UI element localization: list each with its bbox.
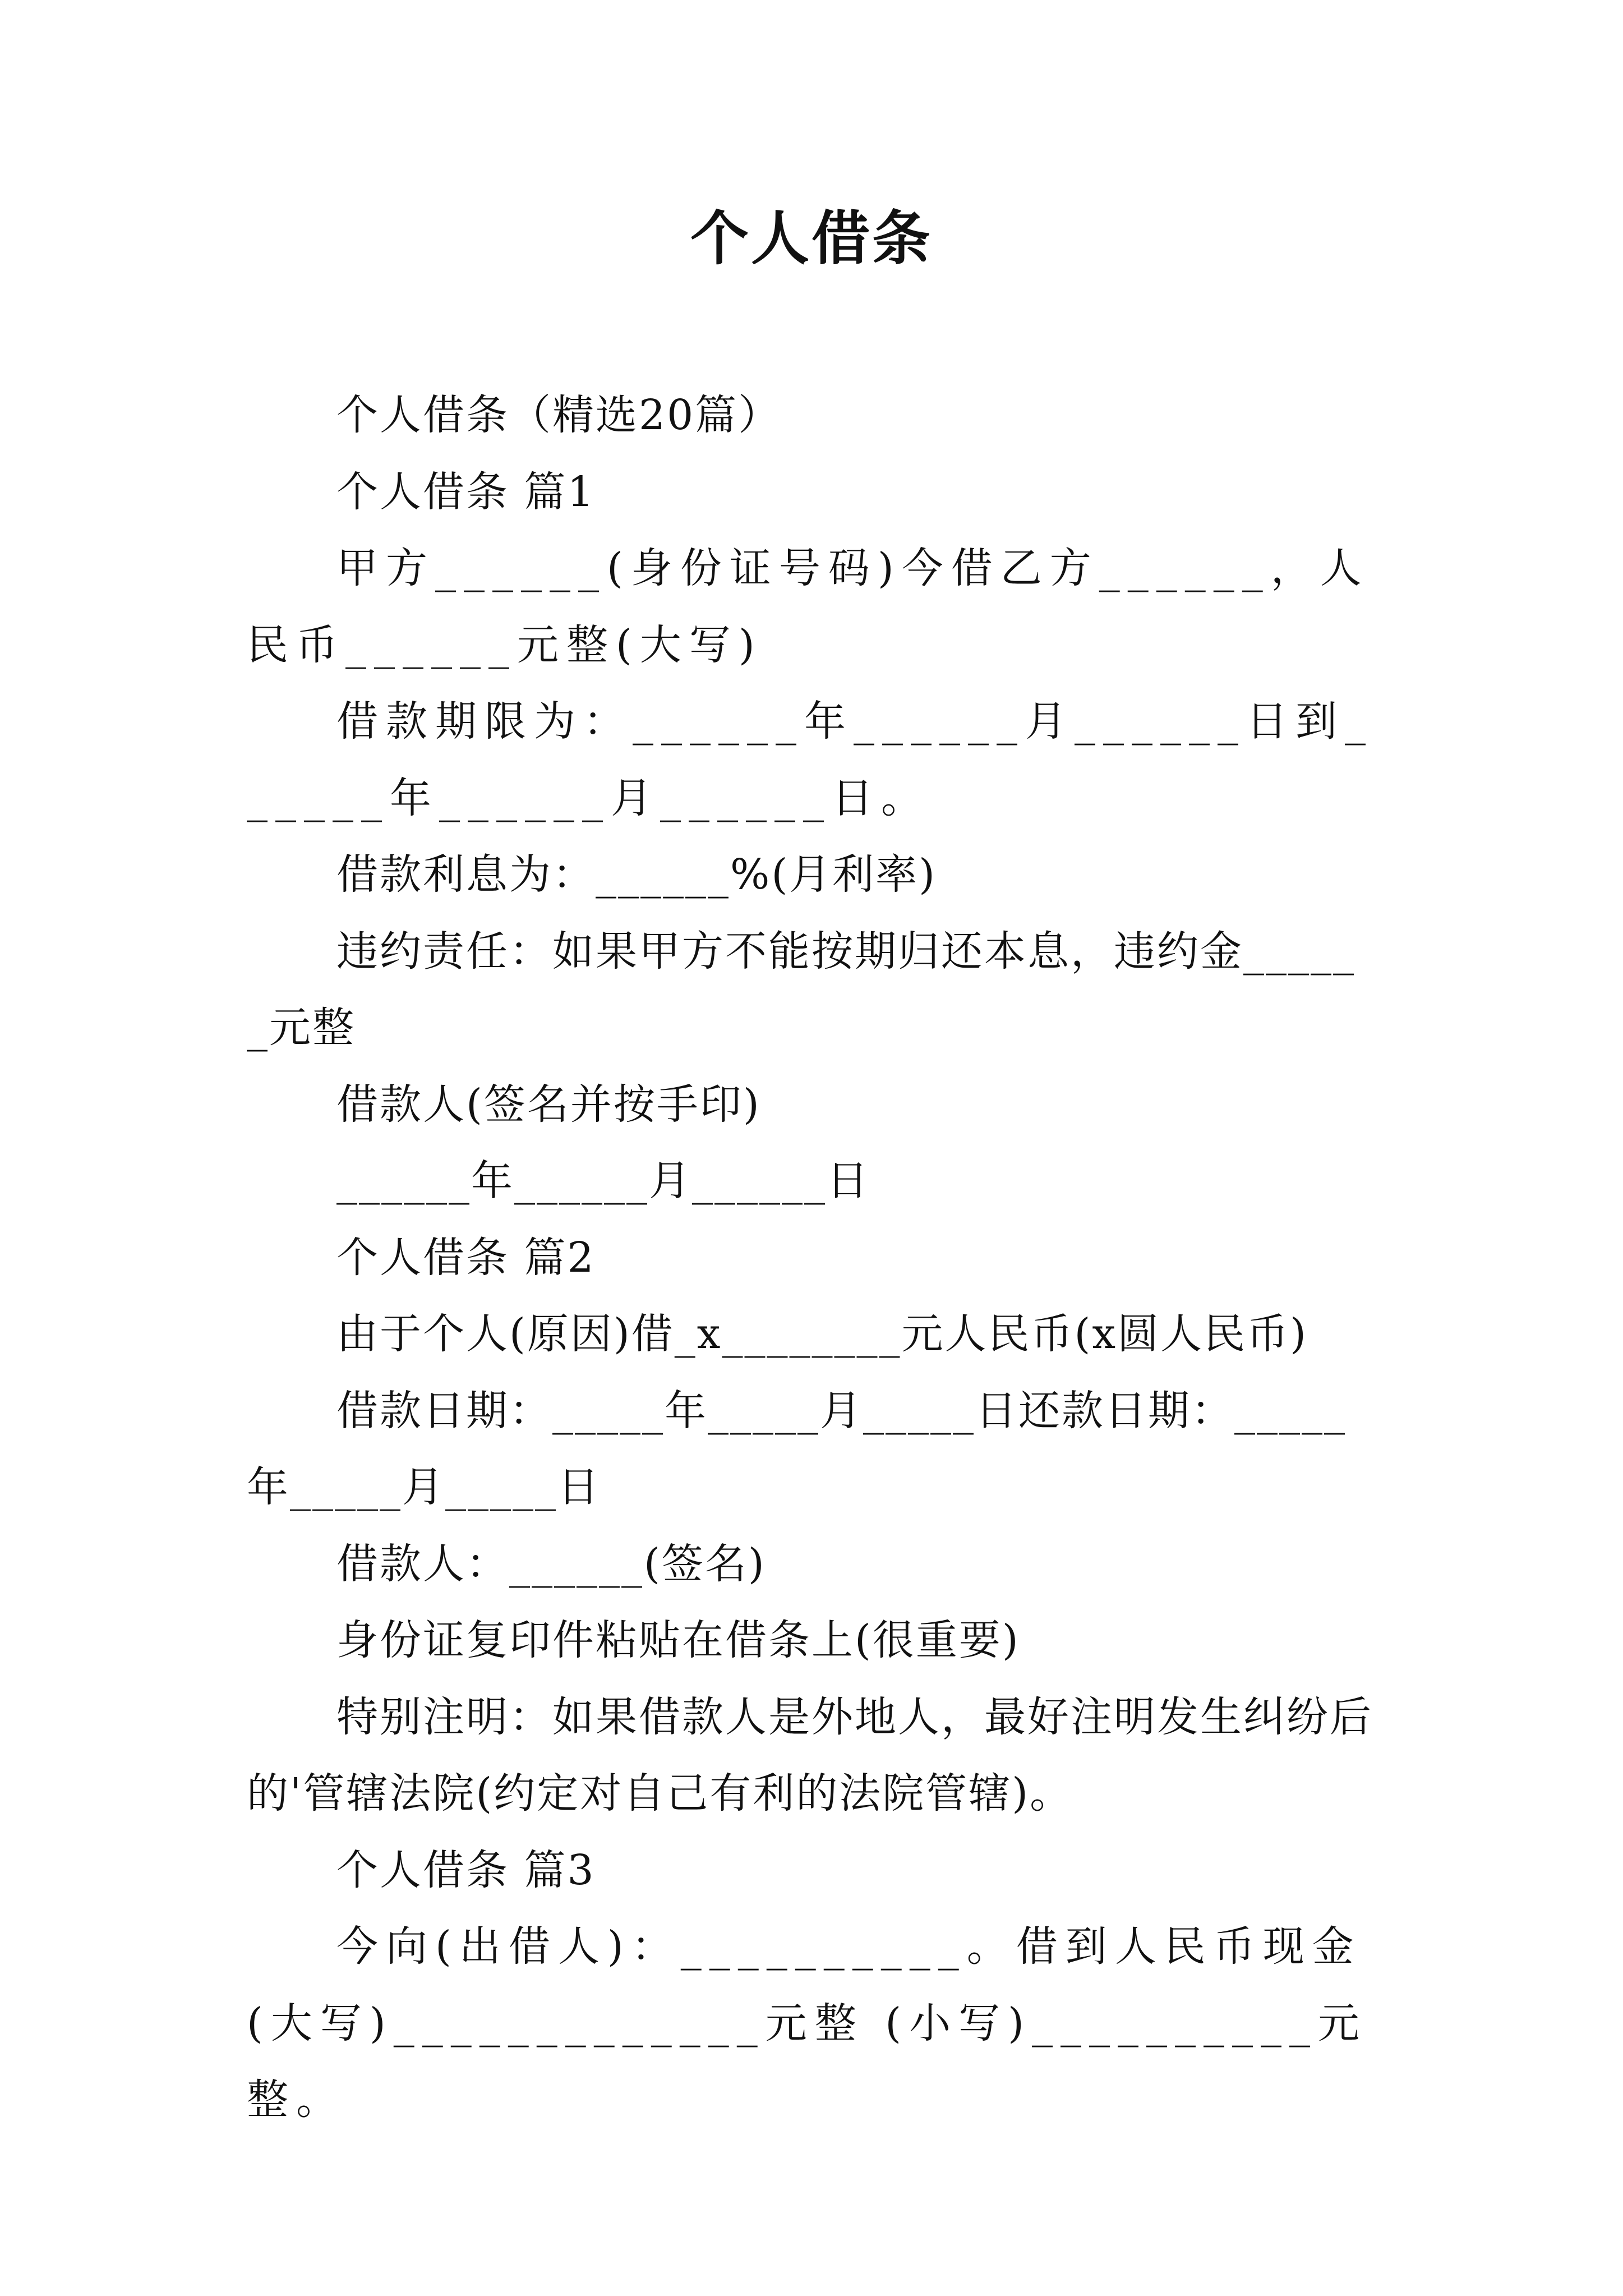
document-title: 个人借条 xyxy=(690,204,933,273)
signature-date-line: ______年______月______日 xyxy=(336,1157,870,1205)
special-note-paragraph: 特别注明：如果借款人是外地人，最好注明发生纠纷后的'管辖法院(约定对自己有利的法院管辖)。 xyxy=(247,1692,1373,1818)
id-copy-note: 身份证复印件粘贴在借条上(很重要) xyxy=(336,1616,1020,1664)
section-heading-2: 个人借条 篇2 xyxy=(336,1233,596,1282)
loan-parties-paragraph: 甲方______(身份证号码)今借乙方______，人民币______元整(大写) xyxy=(247,544,1370,669)
document-body xyxy=(247,377,1377,2138)
borrower-name-line: 借款人：______(签名) xyxy=(336,1539,766,1588)
breach-liability-paragraph: 违约责任：如果甲方不能按期归还本息，违约金______元整 xyxy=(247,927,1355,1052)
section-heading-3: 个人借条 篇3 xyxy=(336,1846,596,1894)
collection-heading: 个人借条（精选20篇） xyxy=(336,391,782,439)
section-heading-1: 个人借条 篇1 xyxy=(336,467,596,516)
loan-interest-paragraph: 借款利息为：______%(月利率) xyxy=(336,850,937,899)
loan-reason-paragraph: 由于个人(原因)借_x________元人民币(x圆人民币) xyxy=(336,1310,1308,1358)
loan-term-paragraph: 借款期限为：______年______月______日到______年______月______日。 xyxy=(247,697,1373,822)
borrower-signature-line: 借款人(签名并按手印) xyxy=(336,1080,761,1129)
cash-loan-paragraph: 今向(出借人)：__________。借到人民币现金(大写)_____________元整 (小写)__________元整。 xyxy=(247,1922,1368,2124)
loan-dates-paragraph: 借款日期：_____年_____月_____日还款日期：_____年_____月_____日 xyxy=(247,1386,1347,1511)
